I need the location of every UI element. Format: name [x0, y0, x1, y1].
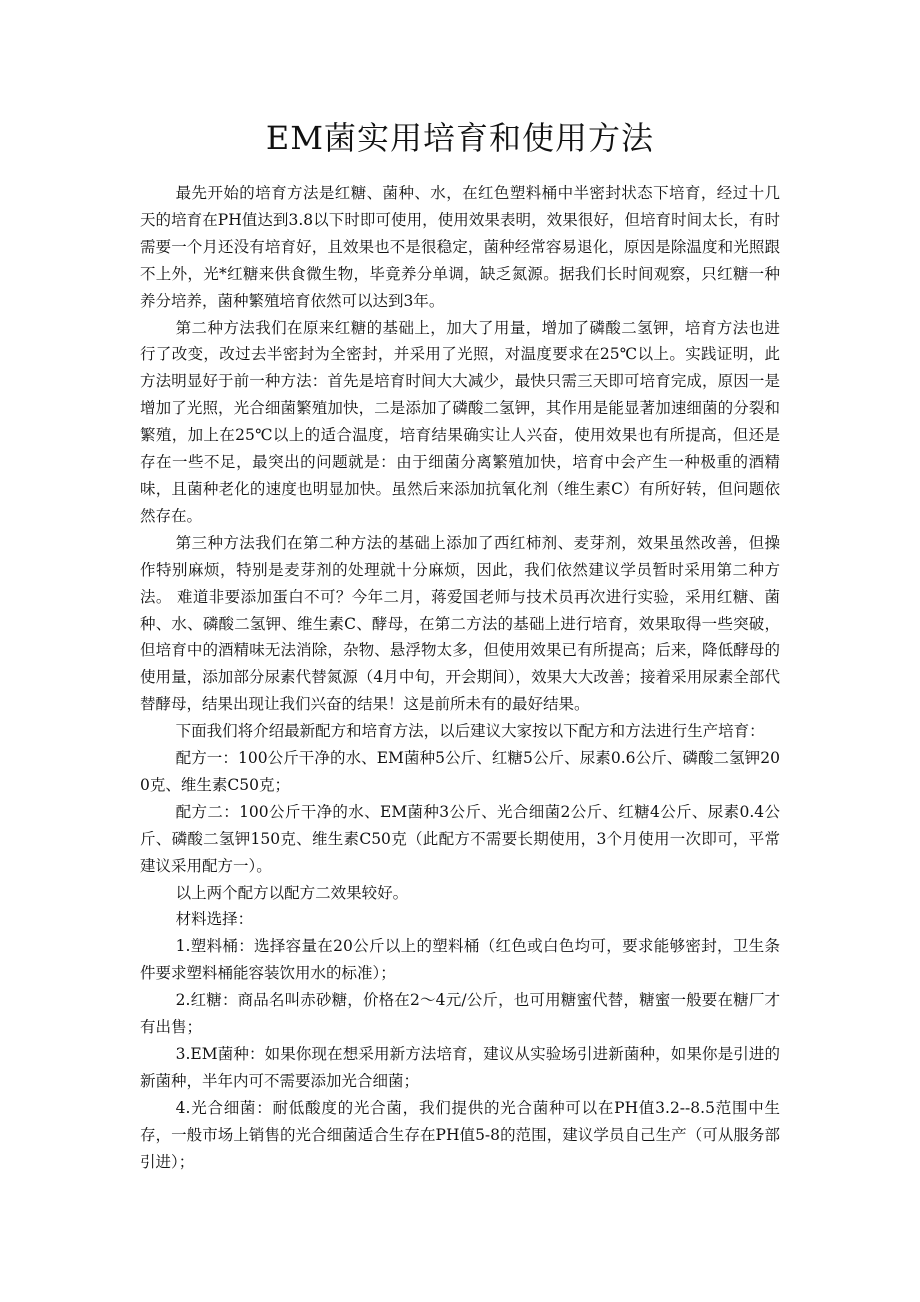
- page-title: EM菌实用培育和使用方法: [265, 119, 655, 157]
- paragraph-material-em-culture: 3.EM菌种：如果你现在想采用新方法培育，建议从实验场引进新菌种，如果你是引进的新菌种，半年内可不需要添加光合细菌；: [140, 1045, 780, 1090]
- paragraph-method-one: 最先开始的培育方法是红糖、菌种、水，在红色塑料桶中半密封状态下培育，经过十几天的培育在PH值达到3.8以下时即可使用，使用效果表明，效果很好，但培育时间太长，有时需要一个月还没有培育好，且效果也不是很稳定，菌种经常容易退化，原因是除温度和光照跟不上外，光*红糖来供食微生物，毕竟养分单调，缺乏氮源。据我们长时间观察，只红糖一种养分培养，菌种繁殖培育依然可以达到3年。: [140, 184, 780, 310]
- paragraph-material-sugar: 2.红糖：商品名叫赤砂糖，价格在2～4元/公斤，也可用糖蜜代替，糖蜜一般要在糖厂才有出售；: [140, 991, 780, 1037]
- paragraph-materials-heading: 材料选择：: [175, 910, 254, 929]
- paragraph-material-photosynthetic-bacteria: 4.光合细菌：耐低酸度的光合菌，我们提供的光合菌种可以在PH值3.2--8.5范围中生存，一般市场上销售的光合细菌适合生存在PH值5-8的范围，建议学员自己生产（可从服务部引进）；: [140, 1098, 780, 1171]
- paragraph-formula-two: 配方二：100公斤干净的水、EM菌种3公斤、光合细菌2公斤、红糖4公斤、尿素0.4公斤、磷酸二氢钾150克、维生素C50克（此配方不需要长期使用，3个月使用一次即可，平常建议采用配方一）。: [140, 802, 780, 875]
- paragraph-new-formula-intro: 下面我们将介绍最新配方和培育方法，以后建议大家按以下配方和方法进行生产培育：: [175, 722, 765, 741]
- paragraph-formula-one: 配方一：100公斤干净的水、EM菌种5公斤、红糖5公斤、尿素0.6公斤、磷酸二氢钾200克、维生素C50克；: [140, 749, 780, 794]
- document-body: [140, 180, 780, 1176]
- paragraph-material-bucket: 1.塑料桶：选择容量在20公斤以上的塑料桶（红色或白色均可，要求能够密封，卫生条件要求塑料桶能容装饮用水的标准）；: [140, 937, 780, 983]
- paragraph-method-three: 第三种方法我们在第二种方法的基础上添加了西红柿剂、麦芽剂，效果虽然改善，但操作特别麻烦，特别是麦芽剂的处理就十分麻烦，因此，我们依然建议学员暂时采用第二种方法。 难道非要添加蛋白不可？今年二月，蒋爱国老师与技术员再次进行实验，采用红糖、菌种、水、磷酸二氢钾、维生素C、酵母，在第二方法的基础上进行培育，效果取得一些突破，但培育中的酒精味无法消除，杂物、悬浮物太多，但使用效果已有所提高；后来，降低酵母的使用量，添加部分尿素代替氮源（4月中旬，开会期间），效果大大改善；接着采用尿素全部代替酵母，结果出现让我们兴奋的结果！这是前所未有的最好结果。: [140, 533, 780, 714]
- paragraph-formula-comparison: 以上两个配方以配方二效果较好。: [175, 883, 409, 902]
- paragraph-method-two: 第二种方法我们在原来红糖的基础上，加大了用量，增加了磷酸二氢钾，培育方法也进行了改变，改过去半密封为全密封，并采用了光照，对温度要求在25℃以上。实践证明，此方法明显好于前一种方法：首先是培育时间大大减少，最快只需三天即可培育完成，原因一是增加了光照，光合细菌繁殖加快，二是添加了磷酸二氢钾，其作用是能显著加速细菌的分裂和繁殖，加上在25℃以上的适合温度，培育结果确实让人兴奋，使用效果也有所提高，但还是存在一些不足，最突出的问题就是：由于细菌分离繁殖加快，培育中会产生一种极重的酒精味，且菌种老化的速度也明显加快。虽然后来添加抗氧化剂（维生素C）有所好转，但问题依然存在。: [140, 318, 780, 525]
